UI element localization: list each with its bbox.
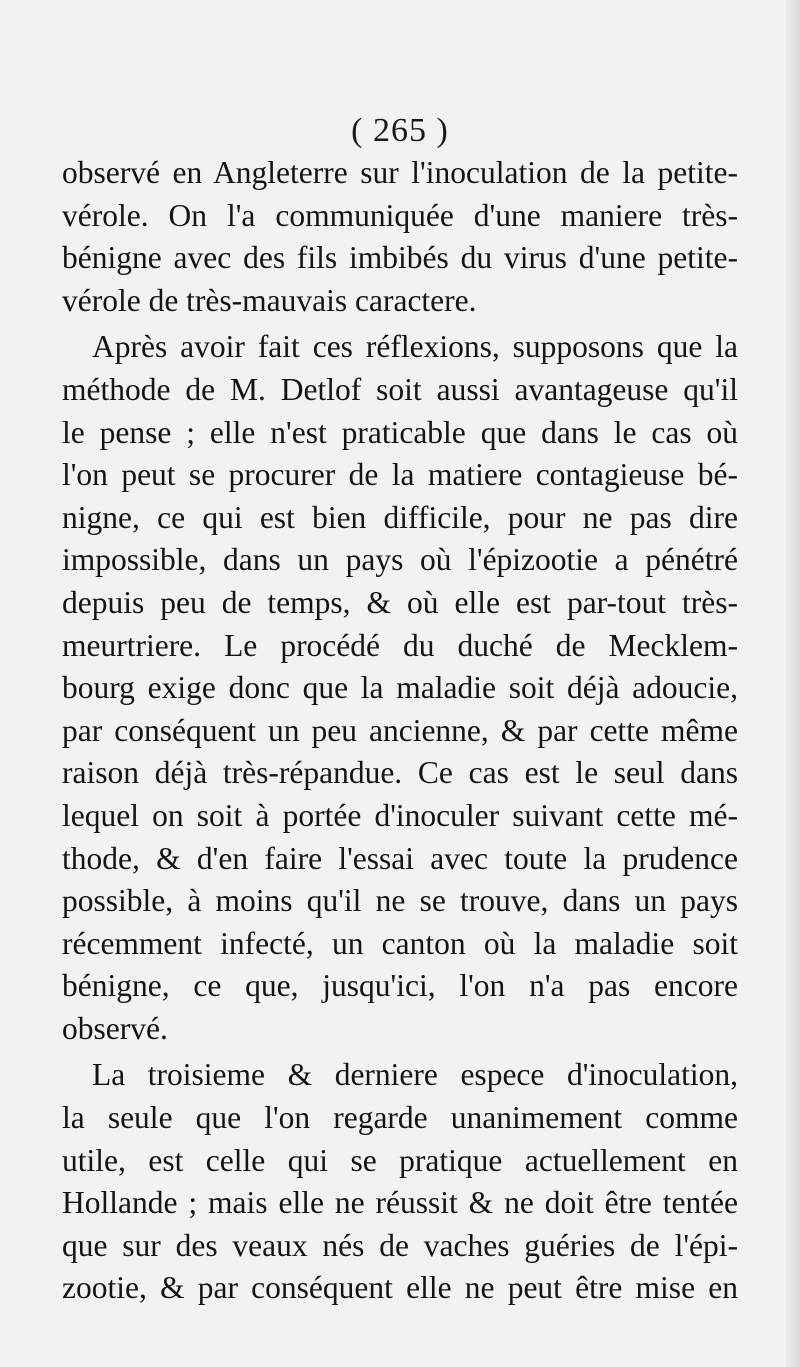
text-line: possible, à moins qu'il ne se trouve, dans un pays	[62, 883, 738, 919]
text-line: meurtriere. Le procédé du duché de Mecklem-	[62, 627, 738, 663]
text-line: la seule que l'on regarde unanimement comme	[62, 1100, 738, 1136]
text-line: thode, & d'en faire l'essai avec toute la prudence	[62, 840, 738, 876]
text-line: raison déjà très-répandue. Ce cas est le seul dans	[62, 755, 738, 791]
text-line: vérole de très-mauvais caractere.	[62, 282, 477, 318]
text-line: le pense ; elle n'est praticable que dans le cas où	[62, 414, 738, 450]
page-edge-shadow	[786, 0, 800, 1367]
text-line: méthode de M. Detlof soit aussi avantageuse qu'il	[62, 371, 738, 407]
text-line: impossible, dans un pays où l'épizootie a pénétré	[62, 542, 738, 578]
text-line: Après avoir fait ces réflexions, supposons que la	[92, 329, 738, 365]
text-line: nigne, ce qui est bien difficile, pour ne pas dire	[62, 499, 738, 535]
text-line: observé en Angleterre sur l'inoculation de la petite-	[62, 155, 738, 190]
text-line: récemment infecté, un canton où la maladie soit	[62, 925, 738, 961]
text-line: Hollande ; mais elle ne réussit & ne doit être tentée	[62, 1185, 738, 1221]
text-line: vérole. On l'a communiquée d'une maniere très-	[62, 197, 738, 233]
text-line: que sur des veaux nés de vaches guéries de l'épi-	[62, 1227, 738, 1263]
text-line: l'on peut se procurer de la matiere contagieuse bé-	[62, 457, 738, 493]
text-line: zootie, & par conséquent elle ne peut être mise en	[62, 1270, 738, 1306]
text-line: observé.	[62, 1010, 168, 1046]
body-text	[62, 152, 738, 1310]
text-line: bourg exige donc que la maladie soit déjà adoucie,	[62, 670, 738, 706]
page-number: ( 265 )	[351, 112, 449, 149]
text-line: depuis peu de temps, & où elle est par-tout très-	[62, 584, 738, 620]
text-line: La troisieme & derniere espece d'inoculation,	[92, 1057, 738, 1093]
text-line: bénigne avec des fils imbibés du virus d'une petite-	[62, 240, 738, 276]
text-line: lequel on soit à portée d'inoculer suivant cette mé-	[62, 797, 738, 833]
text-line: par conséquent un peu ancienne, & par cette même	[62, 712, 738, 748]
text-line: bénigne, ce que, jusqu'ici, l'on n'a pas encore	[62, 968, 738, 1004]
text-line: utile, est celle qui se pratique actuellement en	[62, 1142, 738, 1178]
